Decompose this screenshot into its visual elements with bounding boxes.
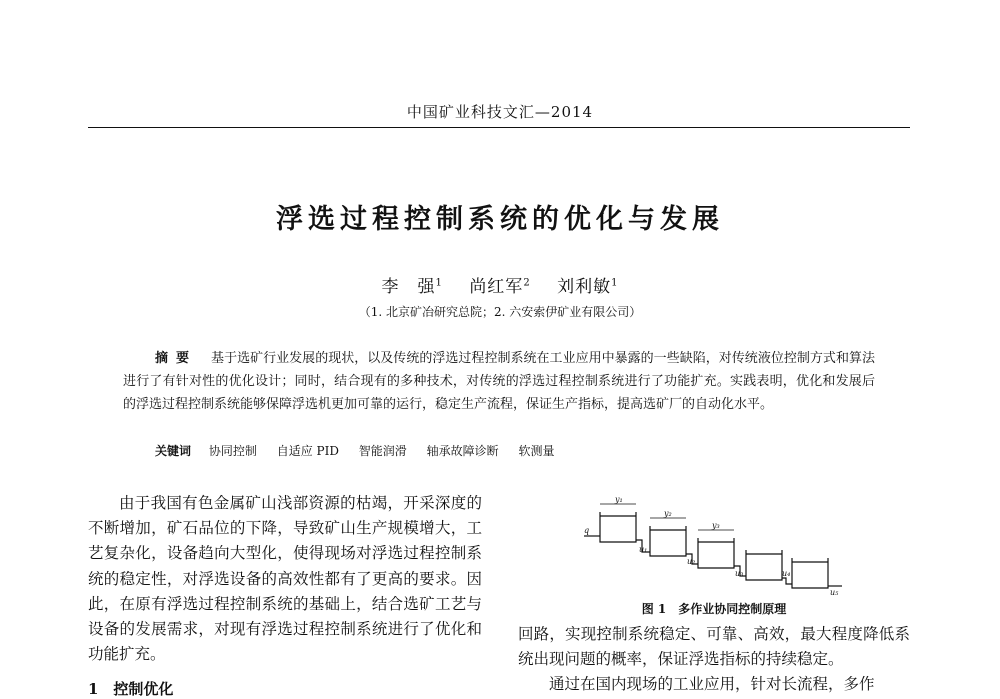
valve-label-u4: u₄ <box>782 569 791 578</box>
keyword: 软测量 <box>518 444 555 458</box>
keyword: 自适应 PID <box>276 444 339 458</box>
body-paragraph: 回路，实现控制系统稳定、可靠、高效，最大程度降低系统出现问题的概率，保证浮选指标的持续稳定。 <box>518 625 910 669</box>
abstract <box>123 347 875 416</box>
keyword: 智能润滑 <box>358 444 407 458</box>
keyword: 轴承故障诊断 <box>426 444 499 458</box>
cascade-control-diagram <box>580 496 860 596</box>
keywords <box>155 442 570 459</box>
affiliations: （1. 北京矿冶研究总院；2. 六安索伊矿业有限公司） <box>358 305 642 319</box>
paper-title: 浮选过程控制系统的优化与发展 <box>276 204 724 235</box>
author-list <box>0 272 1000 297</box>
keyword: 协同控制 <box>208 444 257 458</box>
running-header: 中国矿业科技文汇—2014 <box>406 103 594 121</box>
section-heading: 1 控制优化 <box>88 680 174 698</box>
figure-caption: 图 1 多作业协同控制原理 <box>641 602 787 616</box>
valve-label-u1: u₁ <box>639 545 648 554</box>
author: 李 强$^1$ <box>381 277 443 297</box>
abstract-text: 基于选矿行业发展的现状，以及传统的浮选过程控制系统在工业应用中暴露的一些缺陷，对传统液位控制方式和算法进行了有针对性的优化设计；同时，结合现有的多种技术，对传统的浮选过程控制系统进行了功能扩充。实践表明，优化和发展后的浮选过程控制系统能够保障浮选机更加可靠的运行，稳定生产流程，保证生产指标，提高选矿厂的自动化水平。 <box>123 351 875 412</box>
author: 尚红军$^2$ <box>469 277 531 297</box>
valve-label-u2: u₂ <box>687 557 696 566</box>
abstract-label: 摘要 <box>155 351 198 366</box>
valve-label-u5: u₅ <box>830 588 839 596</box>
header-rule <box>88 127 910 128</box>
author: 刘利敏$^1$ <box>557 277 619 297</box>
inflow-label: q <box>584 526 590 535</box>
body-paragraph: 通过在国内现场的工业应用，针对长流程，多作 <box>549 675 875 694</box>
right-column <box>518 622 910 698</box>
level-label-y1: y₁ <box>615 496 623 504</box>
keywords-label: 关键词 <box>155 444 192 458</box>
body-paragraph: 由于我国有色金属矿山浅部资源的枯竭，开采深度的不断增加，矿石品位的下降，导致矿山生产规模增大，工艺复杂化，设备趋向大型化，使得现场对浮选过程控制系统的稳定性，对浮选设备的高效性都有了更高的要求。因此，在原有浮选过程控制系统的基础上，结合选矿工艺与设备的发展需求，对现有浮选过程控制系统进行了优化和功能扩充。 <box>88 494 482 664</box>
pipe <box>782 578 792 584</box>
left-column <box>88 491 482 667</box>
level-label-y3: y₃ <box>712 521 720 530</box>
level-label-y2: y₂ <box>664 509 672 518</box>
valve-label-u3: u₃ <box>735 569 744 578</box>
